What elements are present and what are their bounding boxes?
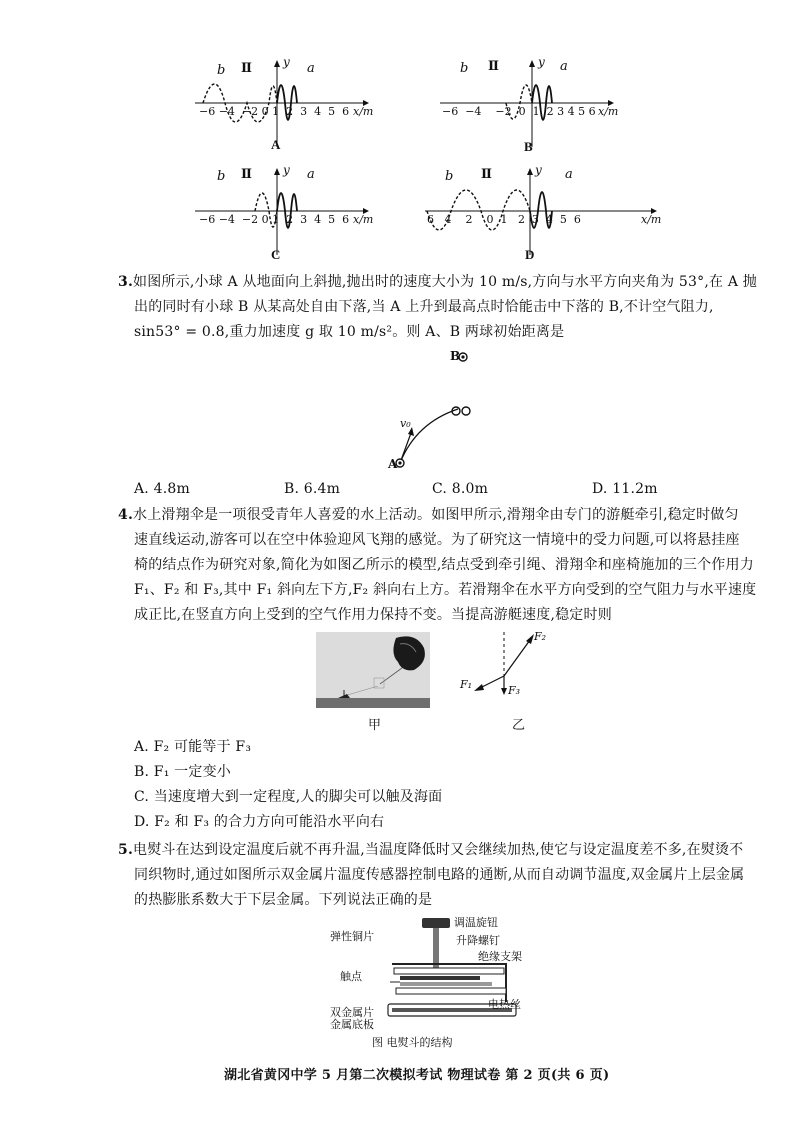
q3-option-c[interactable]: C. 8.0m [432, 481, 489, 497]
wave-b-ticks: −6 −4 −2 0 1 2 3 4 5 6 [442, 105, 596, 118]
q3-figure [380, 345, 490, 475]
q4-line-5: 成正比,在竖直方向上受到的空气作用力保持不变。当提高游艇速度,稳定时则 [134, 607, 612, 623]
q4-force-diagram [458, 628, 558, 712]
q3-line-1 [118, 270, 758, 295]
wave-panel-a [195, 55, 375, 155]
q5-iron-diagram [330, 912, 540, 1032]
q3-line-3: sin53° = 0.8,重力加速度 g 取 10 m/s²。则 A、B 两球初始距离是 [134, 324, 565, 340]
wave-b-y: y [538, 55, 545, 69]
q4-option-a[interactable]: A. F₂ 可能等于 F₃ [134, 739, 252, 755]
q3-label-v: v₀ [400, 417, 411, 430]
wave-d-label: D [525, 247, 535, 262]
q5-label-contact: 触点 [340, 970, 362, 983]
wave-b-roman: Ⅱ [488, 59, 499, 74]
wave-d-a: a [565, 167, 573, 182]
q5-line-2: 同织物时,通过如图所示双金属片温度传感器控制电路的通断,从而自动调节温度,双金属片上层金属 [134, 867, 745, 883]
wave-d-y: y [535, 163, 542, 177]
q5-line-3: 的热膨胀系数大于下层金属。下列说法正确的是 [134, 892, 433, 908]
q4-line-4: F₁、F₂ 和 F₃,其中 F₁ 斜向左下方,F₂ 斜向右上方。若滑翔伞在水平方向受到的空气阻力与水平速度 [134, 582, 757, 598]
wave-c-b: b [217, 169, 226, 184]
q3-number: 3. [118, 274, 134, 290]
wave-d-axis: x/m [641, 213, 662, 226]
wave-b-a: a [560, 59, 568, 74]
q4-text [118, 503, 758, 628]
wave-panel-d [425, 163, 665, 263]
q3-label-b: B [450, 349, 461, 363]
wave-c-ticks: −6 −4 −2 0 1 2 3 4 5 6 [199, 213, 350, 226]
q4-option-c[interactable]: C. 当速度增大到一定程度,人的脚尖可以触及海面 [134, 789, 443, 805]
wave-a-b: b [217, 63, 226, 78]
wave-panel-b [440, 55, 620, 155]
q3-label-a: A [388, 457, 398, 471]
wave-b-axis: x/m [598, 105, 619, 118]
q5-label-bimetal: 双金属片 [330, 1006, 374, 1019]
q4-number: 4. [118, 507, 134, 523]
wave-d-roman: Ⅱ [481, 167, 492, 182]
q3-option-a[interactable]: A. 4.8m [134, 481, 190, 497]
wave-c-roman: Ⅱ [241, 167, 252, 182]
wave-a-axis: x/m [353, 105, 374, 118]
wave-c-label: C [271, 247, 281, 262]
q5-label-heater: 电热丝 [488, 998, 521, 1011]
wave-d-ticks: 6 4 2 0 1 2 3 4 5 6 [427, 213, 581, 226]
q4-line-2: 速直线运动,游客可以在空中体验迎风飞翔的感觉。为了研究这一情境中的受力问题,可以将悬挂座 [134, 532, 740, 548]
q5-number: 5. [118, 842, 134, 858]
q3-text [118, 270, 758, 345]
q4-line-3: 椅的结点作为研究对象,简化为如图乙所示的模型,结点受到牵引绳、滑翔伞和座椅施加的三个作用力 [134, 557, 754, 573]
wave-a-y: y [283, 55, 290, 69]
q5-label-screw: 升降螺钉 [456, 934, 500, 947]
q5-text [118, 838, 758, 913]
q4-options [134, 735, 754, 835]
q4-fig-jia: 甲 [368, 718, 382, 733]
q4-f2: F₂ [534, 630, 547, 643]
wave-b-b: b [460, 61, 469, 76]
wave-d-b: b [445, 169, 454, 184]
q3-option-b[interactable]: B. 6.4m [284, 481, 341, 497]
q3-option-d[interactable]: D. 11.2m [592, 481, 658, 497]
page-footer: 湖北省黄冈中学 5 月第二次模拟考试 物理试卷 第 2 页(共 6 页) [224, 1068, 610, 1083]
q5-line-1 [118, 838, 758, 863]
q5-line-1-text: 电熨斗在达到设定温度后就不再升温,当温度降低时又会继续加热,使它与设定温度差不多,在熨烫不 [133, 842, 744, 858]
wave-a-label: A [271, 137, 281, 152]
wave-b-label: B [524, 139, 533, 154]
q4-line-1 [118, 503, 758, 528]
q3-line-1-text: 如图所示,小球 A 从地面向上斜抛,抛出时的速度大小为 10 m/s,方向与水平方向夹角为 53°,在 A 抛 [133, 274, 757, 290]
q4-photo [316, 632, 430, 708]
q4-option-d[interactable]: D. F₂ 和 F₃ 的合力方向可能沿水平向右 [134, 814, 385, 830]
wave-a-a: a [307, 61, 315, 76]
q4-option-b[interactable]: B. F₁ 一定变小 [134, 764, 231, 780]
wave-a-roman: Ⅱ [241, 61, 252, 76]
wave-c-axis: x/m [353, 213, 374, 226]
q4-line-1-text: 水上滑翔伞是一项很受青年人喜爱的水上活动。如图甲所示,滑翔伞由专门的游艇牵引,稳定时做匀 [133, 507, 739, 523]
q5-label-base: 金属底板 [330, 1018, 374, 1031]
q5-label-knob: 调温旋钮 [454, 916, 498, 929]
q4-f3: F₃ [508, 684, 521, 697]
q4-f1: F₁ [460, 678, 473, 691]
q3-line-2: 出的同时有小球 B 从某高处自由下落,当 A 上升到最高点时恰能击中下落的 B,不计空气阻力, [134, 299, 714, 315]
q4-fig-yi: 乙 [512, 718, 526, 733]
wave-a-ticks: −6 −4 −2 0 1 2 3 4 5 6 [199, 105, 350, 118]
wave-panel-c [195, 163, 375, 263]
wave-c-y: y [283, 163, 290, 177]
q5-caption: 图 电熨斗的结构 [372, 1036, 453, 1049]
q5-label-spring: 弹性铜片 [330, 930, 374, 943]
wave-c-a: a [307, 167, 315, 182]
q5-label-support: 绝缘支架 [478, 950, 522, 963]
